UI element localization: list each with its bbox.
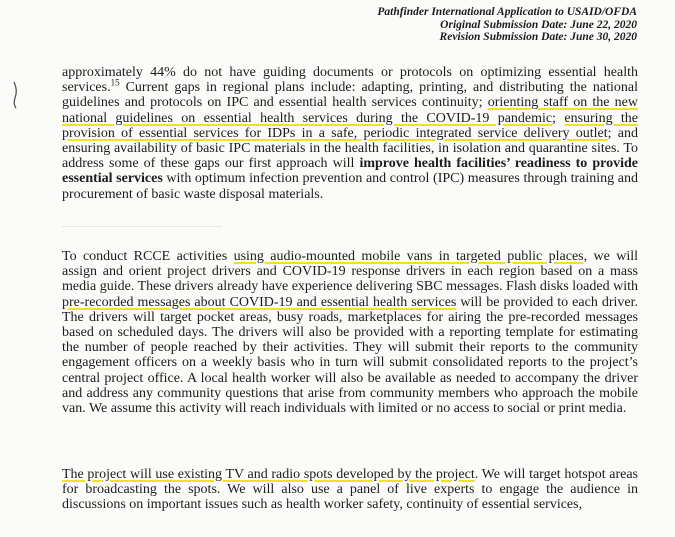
highlighted-text: using audio-mounted mobile vans in targeted public places xyxy=(233,249,584,264)
highlighted-text: The project will use existing TV and radio spots developed by the project xyxy=(62,467,475,482)
footnote-ref: 15 xyxy=(110,77,120,88)
text-segment: approximately 44% do not have guiding documents or protocols on optimizing essential health services. xyxy=(62,65,638,96)
text-segment: Current gaps in regional plans include: adapting, printing, and distributing the national guidelines and protocols on IPC and essential health services continuity; xyxy=(62,80,638,111)
handwritten-margin-mark xyxy=(6,80,26,110)
text-segment: ; and ensuring availability of basic IPC materials in the health facilities, in isolation and quarantine sites. To address some of these gaps our first approach will xyxy=(62,125,638,172)
paragraph-tv-radio xyxy=(62,467,638,513)
highlighted-text: pre-recorded messages about COVID-19 and essential health services xyxy=(62,294,457,310)
text-segment: , we will assign and orient project drivers and COVID-19 response drivers in each region based on a mass media guide. These drivers already have experience delivering SBC messages. Flash disks loaded with xyxy=(62,249,639,295)
header-line-2: Original Submission Date: June 22, 2020 xyxy=(440,18,637,31)
text-segment: . We will target hotspot areas for broadcasting the spots. We will also use a panel of live experts to engage the audience in discussions on important issues such as health worker safety, continuity of essential services, xyxy=(62,467,638,513)
highlighted-text: ensuring the provision of essential services for IDPs in a safe, periodic integrated service delivery outlet xyxy=(62,110,639,141)
header-line-1: Pathfinder International Application to USAID/OFDA xyxy=(377,6,637,18)
text-segment: will be provided to each driver. The drivers will target pocket areas, busy roads, marketplaces for airing the pre-recorded messages based on scheduled days. The drivers will also be provided with a reporting template for estimating the number of people reached by their activities. They will submit their reports to the community engagement officers on a weekly basis who in turn will submit consolidated reports to the project’s central project office. A local health worker will also be available as needed to accompany the driver and address any community questions that arise from community members who approach the mobile van. We assume this activity will reach individuals with limited or no access to social or print media. xyxy=(62,294,638,417)
highlighted-text: orienting staff on the new national guidelines on essential health services during the COVID-19 pandemic xyxy=(62,95,638,126)
paragraph-rcce-vans xyxy=(62,249,638,416)
header-line-3: Revision Submission Date: June 30, 2020 xyxy=(439,31,637,44)
divider-faint xyxy=(62,226,222,227)
bold-text: improve health facilities’ readiness to provide essential services xyxy=(62,156,638,187)
page-header xyxy=(377,6,637,44)
paragraph-health-gaps xyxy=(62,65,638,202)
text-segment: ; xyxy=(552,110,565,126)
text-segment: with optimum infection prevention and control (IPC) measures through training and procurement of basic waste disposal materials. xyxy=(62,171,638,202)
text-segment: To conduct RCCE activities xyxy=(62,249,234,264)
